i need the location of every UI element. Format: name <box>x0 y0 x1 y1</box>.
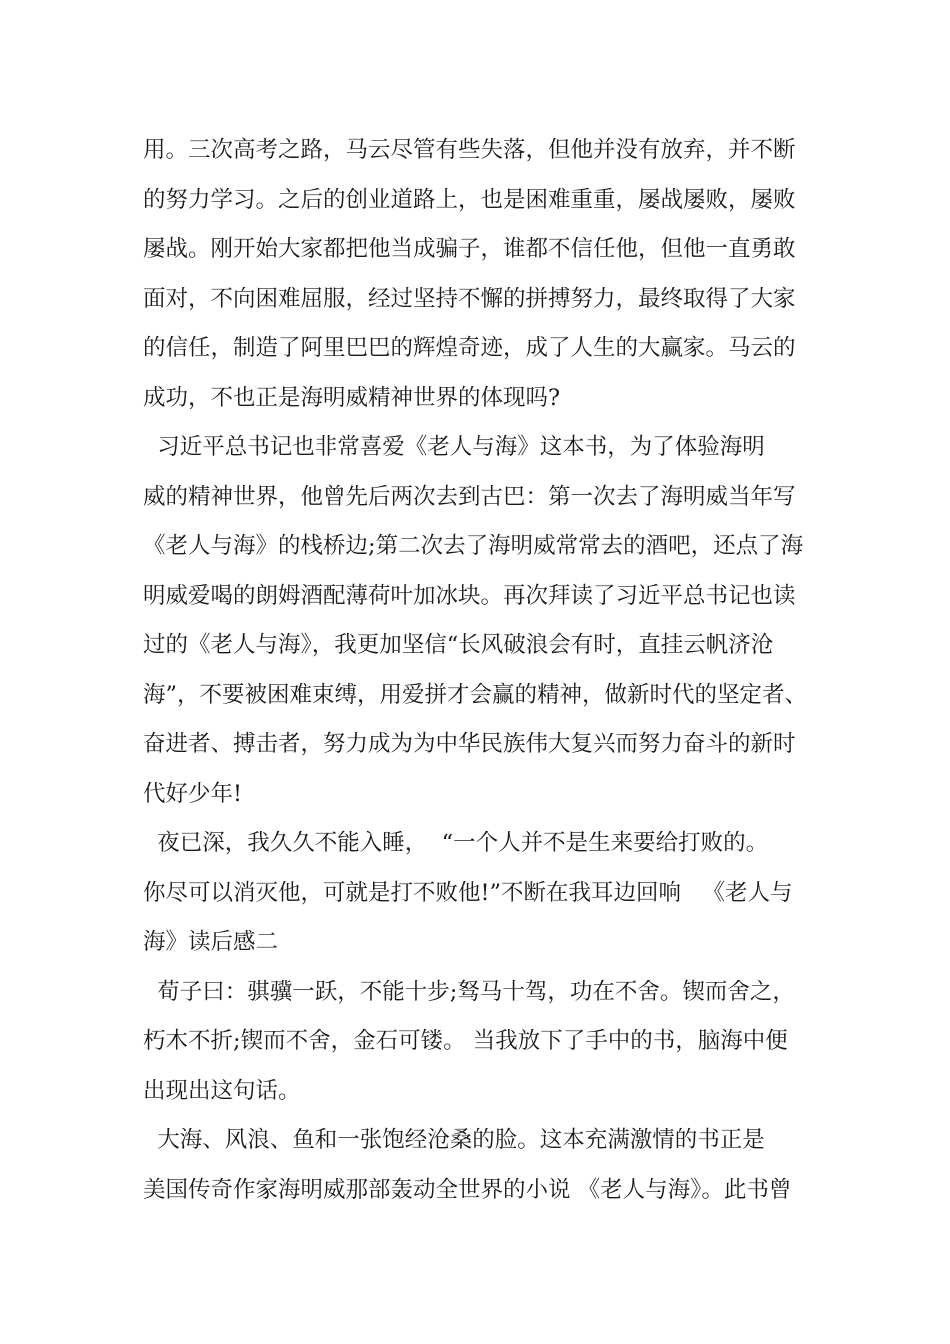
text-line: 出现出这句话。 <box>143 1077 301 1104</box>
text-line: 成功，不也正是海明威精神世界的体现吗? <box>143 384 561 411</box>
text-line: 朽木不折;锲而不舍，金石可镂。 当我放下了手中的书，脑海中便 <box>143 1028 788 1054</box>
text-line: 过的《老人与海》，我更加坚信“长风破浪会有时，直挂云帆济沧 <box>143 632 774 658</box>
text-line: 明威爱喝的朗姆酒配薄荷叶加冰块。再次拜读了习近平总书记也读 <box>143 582 796 609</box>
text-line: 面对，不向困难屈服，经过坚持不懈的拼搏努力，最终取得了大家 <box>143 285 796 312</box>
text-line: 屡战。刚开始大家都把他当成骗子，谁都不信任他，但他一直勇敢 <box>143 236 796 262</box>
text-line: 大海、风浪、鱼和一张饱经沧桑的脸。这本充满激情的书正是 <box>143 1127 765 1153</box>
text-line: 奋进者、搏击者，努力成为为中华民族伟大复兴而努力奋斗的新时 <box>143 731 796 757</box>
text-line: 习近平总书记也非常喜爱《老人与海》这本书，为了体验海明 <box>143 434 765 460</box>
text-line: 美国传奇作家海明威那部轰动全世界的小说 《老人与海》。此书曾 <box>143 1176 792 1203</box>
text-line: 《老人与海》的栈桥边;第二次去了海明威常常去的酒吧，还点了海 <box>143 533 804 559</box>
text-line: 海”，不要被困难束缚，用爱拼才会赢的精神，做新时代的坚定者、 <box>143 681 808 708</box>
text-line: 海》读后感二 <box>143 929 279 955</box>
text-line: 荀子曰：骐骥一跃，不能十步;驽马十驾，功在不舍。锲而舍之， <box>143 978 795 1005</box>
text-line: 的信任，制造了阿里巴巴的辉煌奇迹，成了人生的大赢家。马云的 <box>143 335 796 361</box>
body-text <box>143 126 823 1215</box>
text-line: 夜已深，我久久不能入睡， “一个人并不是生来要给打败的。 <box>143 830 769 856</box>
text-line: 威的精神世界，他曾先后两次去到古巴：第一次去了海明威当年写 <box>143 483 796 510</box>
text-line: 的努力学习。之后的创业道路上，也是困难重重，屡战屡败，屡败 <box>143 186 796 213</box>
text-line: 你尽可以消灭他，可就是打不败他!”不断在我耳边回响 《老人与 <box>143 879 793 906</box>
text-line: 代好少年! <box>143 780 243 807</box>
text-line: 用。三次高考之路，马云尽管有些失落，但他并没有放弃，并不断 <box>143 137 796 163</box>
